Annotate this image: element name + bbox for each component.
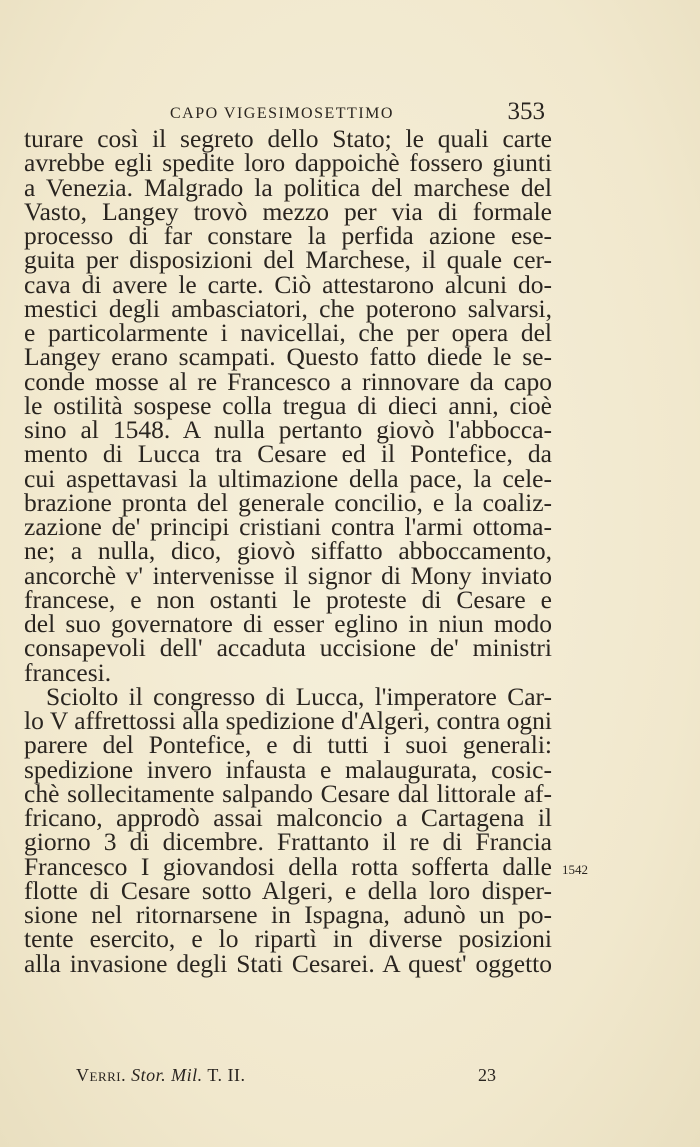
text-line: e particolarmente i navicellai, che per opera del <box>24 318 552 347</box>
text-line: ne; a nulla, dico, giovò siffatto abboccamento, <box>24 536 552 566</box>
body-text <box>24 124 552 978</box>
text-line: chè sollecitamente salpando Cesare dal littorale af- <box>24 778 552 808</box>
text-line: a Venezia. Malgrado la politica del marchese del <box>24 172 552 202</box>
chapter-title: CAPO VIGESIMOSETTIMO <box>170 105 394 122</box>
text-line: cava di avere le carte. Ciò attestarono alcuni do- <box>24 269 552 299</box>
text-line: conde mosse al re Francesco a rinnovare da capo <box>24 366 552 396</box>
text-line: parere del Pontefice, e di tutti i suoi generali: <box>24 730 552 760</box>
text-line: sino al 1548. A nulla pertanto giovò l'abbocca- <box>24 415 552 444</box>
text-line: spedizione invero infausta e malaugurata, cosic- <box>24 754 552 784</box>
text-line: del suo governatore di esser eglino in niun modo <box>24 609 552 638</box>
text-line: giorno 3 di dicembre. Frattanto il re di Francia <box>24 827 552 857</box>
footer-work: Stor. Mil. <box>131 1065 203 1085</box>
text-line: francesi. <box>24 657 112 687</box>
text-line: Vasto, Langey trovò mezzo per via di formale <box>24 196 552 226</box>
text-line: turare così il segreto dello Stato; le quali carte <box>24 124 552 153</box>
text-line: Sciolto il congresso di Lucca, l'imperatore Car- <box>46 681 552 711</box>
text-line: tente esercito, e lo ripartì in diverse posizioni <box>24 924 552 954</box>
text-line: processo di far constare la perfida azione ese- <box>24 221 552 250</box>
text-line: zazione de' principi cristiani contra l'armi ottoma- <box>24 512 552 541</box>
footer-volume: T. II. <box>207 1065 246 1085</box>
text-line: Langey erano scampati. Questo fatto diede le se- <box>24 342 552 372</box>
margin-year-note: 1542 <box>562 862 588 877</box>
text-line: flotte di Cesare sotto Algeri, e della loro disper- <box>24 875 552 905</box>
gathering-signature: 23 <box>478 1065 496 1085</box>
text-line: sione nel ritornarsene in Ispagna, adunò un po- <box>24 900 552 929</box>
page-number: 353 <box>507 98 545 125</box>
text-line: cui aspettavasi la ultimazione della pace, la cele- <box>24 463 552 493</box>
text-line: ancorchè v' intervenisse il signor di Mony inviato <box>24 560 552 590</box>
text-line: consapevoli dell' accaduta uccisione de' ministri <box>24 633 552 663</box>
text-line: le ostilità sospese colla tregua di dieci anni, cioè <box>24 390 552 420</box>
text-line: francese, e non ostanti le proteste di Cesare e <box>24 584 552 614</box>
text-line: mento di Lucca tra Cesare ed il Pontefice, da <box>24 439 552 469</box>
footer-author: Verri. <box>76 1065 127 1085</box>
text-line: lo V affrettossi alla spedizione d'Algeri, contra ogni <box>24 706 552 735</box>
text-line: Francesco I giovandosi della rotta sofferta dalle <box>24 851 552 881</box>
text-line: mestici degli ambasciatori, che poterono salvarsi, <box>24 293 552 323</box>
signature-line <box>76 1065 245 1086</box>
text-line: alla invasione degli Stati Cesarei. A quest' oggetto <box>24 948 552 978</box>
text-line: brazione pronta del generale concilio, e la coaliz- <box>24 487 552 517</box>
text-line: guita per disposizioni del Marchese, il quale cer- <box>24 245 552 275</box>
text-line: fricano, approdò assai malconcio a Cartagena il <box>24 803 552 832</box>
text-line: avrebbe egli spedite loro dappoichè fossero giunti <box>24 148 552 178</box>
footer <box>76 1065 496 1091</box>
